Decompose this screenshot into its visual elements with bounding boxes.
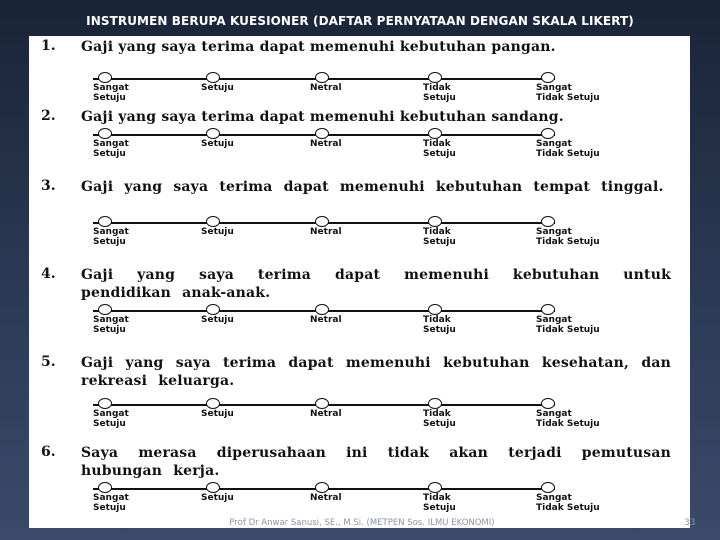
option-tidak-setuju[interactable]	[423, 398, 528, 442]
radio-circle-icon[interactable]	[541, 304, 555, 315]
question-text: Gaji yang saya terima dapat memenuhi kebutuhan pangan.	[81, 39, 556, 55]
radio-circle-icon[interactable]	[206, 216, 220, 227]
option-label: Setuju	[201, 493, 234, 503]
radio-circle-icon[interactable]	[206, 304, 220, 315]
option-label: Tidak Setuju	[423, 227, 456, 247]
option-tidak-setuju[interactable]	[423, 304, 528, 348]
option-label: Netral	[310, 493, 342, 503]
radio-circle-icon[interactable]	[315, 304, 329, 315]
option-sangat-tidak-setuju[interactable]	[536, 482, 641, 526]
radio-circle-icon[interactable]	[98, 216, 112, 227]
question-number: 6.	[41, 444, 56, 460]
option-label: Netral	[310, 227, 342, 237]
radio-circle-icon[interactable]	[98, 72, 112, 83]
option-label: Setuju	[201, 83, 234, 93]
radio-circle-icon[interactable]	[315, 482, 329, 493]
option-sangat-setuju[interactable]	[93, 216, 198, 260]
option-sangat-setuju[interactable]	[93, 482, 198, 526]
likert-scale	[29, 398, 690, 442]
option-label: Sangat Tidak Setuju	[536, 493, 600, 513]
radio-circle-icon[interactable]	[206, 128, 220, 139]
radio-circle-icon[interactable]	[541, 216, 555, 227]
option-sangat-tidak-setuju[interactable]	[536, 398, 641, 442]
option-tidak-setuju[interactable]	[423, 128, 528, 172]
option-label: Netral	[310, 409, 342, 419]
option-label: Sangat Setuju	[93, 315, 129, 335]
question-text: Saya merasa diperusahaan ini tidak akan terjadi pemutusan hubungan kerja.	[81, 445, 671, 479]
radio-circle-icon[interactable]	[206, 482, 220, 493]
option-label: Netral	[310, 139, 342, 149]
radio-circle-icon[interactable]	[428, 398, 442, 409]
questionnaire-document	[29, 36, 690, 528]
option-label: Sangat Tidak Setuju	[536, 409, 600, 429]
option-label: Setuju	[201, 315, 234, 325]
question-number: 4.	[41, 266, 56, 282]
radio-circle-icon[interactable]	[541, 72, 555, 83]
radio-circle-icon[interactable]	[541, 398, 555, 409]
radio-circle-icon[interactable]	[98, 128, 112, 139]
radio-circle-icon[interactable]	[541, 482, 555, 493]
option-label: Sangat Setuju	[93, 139, 129, 159]
option-setuju[interactable]	[201, 216, 306, 260]
question-number: 5.	[41, 354, 56, 370]
slide-footer: Prof Dr Anwar Sanusi, SE., M.Si. (METPEN Sos. ILMU EKONOMI)	[229, 518, 495, 528]
radio-circle-icon[interactable]	[428, 482, 442, 493]
radio-circle-icon[interactable]	[428, 128, 442, 139]
radio-circle-icon[interactable]	[428, 304, 442, 315]
option-label: Setuju	[201, 227, 234, 237]
option-sangat-setuju[interactable]	[93, 128, 198, 172]
radio-circle-icon[interactable]	[315, 216, 329, 227]
option-label: Sangat Tidak Setuju	[536, 227, 600, 247]
option-netral[interactable]	[310, 128, 415, 172]
radio-circle-icon[interactable]	[541, 128, 555, 139]
radio-circle-icon[interactable]	[206, 72, 220, 83]
question-text: Gaji yang saya terima dapat memenuhi kebutuhan sandang.	[81, 109, 564, 125]
option-label: Sangat Tidak Setuju	[536, 315, 600, 335]
option-sangat-setuju[interactable]	[93, 304, 198, 348]
option-label: Tidak Setuju	[423, 83, 456, 103]
question-number: 1.	[41, 38, 56, 54]
radio-circle-icon[interactable]	[206, 398, 220, 409]
option-setuju[interactable]	[201, 398, 306, 442]
radio-circle-icon[interactable]	[315, 128, 329, 139]
option-netral[interactable]	[310, 304, 415, 348]
radio-circle-icon[interactable]	[98, 398, 112, 409]
option-label: Setuju	[201, 139, 234, 149]
option-label: Sangat Setuju	[93, 409, 129, 429]
option-setuju[interactable]	[201, 128, 306, 172]
radio-circle-icon[interactable]	[98, 482, 112, 493]
radio-circle-icon[interactable]	[315, 72, 329, 83]
option-label: Netral	[310, 83, 342, 93]
question-text: Gaji yang saya terima dapat memenuhi kebutuhan untuk pendidikan anak-anak.	[81, 267, 671, 301]
question-number: 2.	[41, 108, 56, 124]
option-sangat-setuju[interactable]	[93, 398, 198, 442]
page-number: 33	[684, 518, 696, 528]
radio-circle-icon[interactable]	[428, 216, 442, 227]
option-label: Setuju	[201, 409, 234, 419]
likert-scale	[29, 304, 690, 348]
likert-scale	[29, 216, 690, 260]
radio-circle-icon[interactable]	[428, 72, 442, 83]
option-label: Tidak Setuju	[423, 493, 456, 513]
slide-title: INSTRUMEN BERUPA KUESIONER (DAFTAR PERNYATAAN DENGAN SKALA LIKERT)	[86, 14, 634, 28]
option-netral[interactable]	[310, 216, 415, 260]
likert-scale	[29, 128, 690, 172]
radio-circle-icon[interactable]	[98, 304, 112, 315]
option-label: Netral	[310, 315, 342, 325]
question-number: 3.	[41, 178, 56, 194]
question-text: Gaji yang saya terima dapat memenuhi kebutuhan kesehatan, dan rekreasi keluarga.	[81, 355, 671, 389]
option-sangat-tidak-setuju[interactable]	[536, 304, 641, 348]
option-sangat-tidak-setuju[interactable]	[536, 128, 641, 172]
option-label: Sangat Tidak Setuju	[536, 83, 600, 103]
radio-circle-icon[interactable]	[315, 398, 329, 409]
option-label: Tidak Setuju	[423, 409, 456, 429]
option-label: Sangat Setuju	[93, 493, 129, 513]
option-label: Sangat Setuju	[93, 227, 129, 247]
question-text: Gaji yang saya terima dapat memenuhi kebutuhan tempat tinggal.	[81, 179, 664, 195]
option-label: Sangat Setuju	[93, 83, 129, 103]
option-tidak-setuju[interactable]	[423, 216, 528, 260]
option-setuju[interactable]	[201, 304, 306, 348]
option-label: Sangat Tidak Setuju	[536, 139, 600, 159]
option-label: Tidak Setuju	[423, 139, 456, 159]
option-sangat-tidak-setuju[interactable]	[536, 216, 641, 260]
option-label: Tidak Setuju	[423, 315, 456, 335]
option-netral[interactable]	[310, 398, 415, 442]
